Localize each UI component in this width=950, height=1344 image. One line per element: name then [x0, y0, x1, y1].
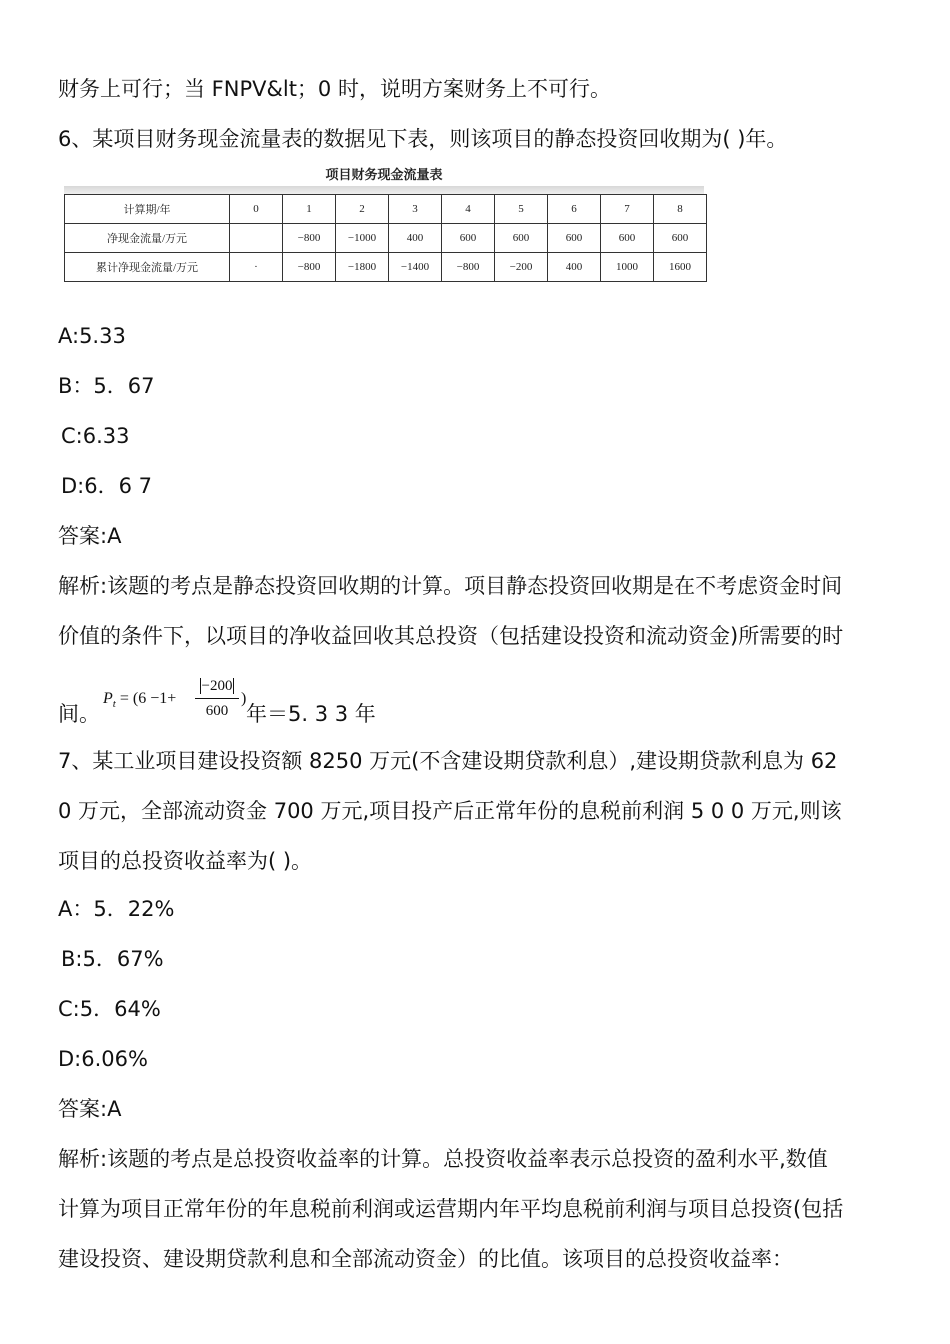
table-header-cell: 3 [389, 195, 442, 224]
answer: 答案:A [58, 1097, 122, 1121]
table-cell: · [230, 253, 283, 282]
table-cell: −800 [442, 253, 495, 282]
table-cell [230, 224, 283, 253]
table-cell: 400 [389, 224, 442, 253]
table-cell: −200 [495, 253, 548, 282]
table-cell: −800 [283, 253, 336, 282]
option-a: A：5．22% [58, 897, 175, 921]
formula-open: = (6 −1+ [119, 690, 177, 707]
table-cell: 1000 [601, 253, 654, 282]
option-b: B:5．67% [61, 947, 164, 971]
formula-denominator: 600 [205, 703, 229, 719]
formula-fraction [195, 676, 239, 721]
table-row-net-cash-flow [65, 224, 707, 253]
option-c: C:6.33 [61, 424, 130, 448]
explanation-line: 解析:该题的考点是静态投资回收期的计算。项目静态投资回收期是在不考虑资金时间 [58, 574, 843, 598]
table-cell: 600 [495, 224, 548, 253]
table-header-cell: 4 [442, 195, 495, 224]
table-cell: −800 [283, 224, 336, 253]
option-d: D:6.06% [58, 1047, 148, 1071]
table-header-cell: 7 [601, 195, 654, 224]
explanation-line: 建设投资、建设期贷款利息和全部流动资金）的比值。该项目的总投资收益率： [58, 1247, 793, 1271]
formula-lhs: P [103, 690, 113, 707]
explanation-line: 计算为项目正常年份的年息税前利润或运营期内年平均息税前利润与项目总投资(包括 [58, 1197, 844, 1221]
table-cell: 400 [548, 253, 601, 282]
table-header-cell: 6 [548, 195, 601, 224]
option-c: C:5．64% [58, 997, 161, 1021]
option-a: A:5.33 [58, 324, 126, 348]
question-6-stem: 6、某项目财务现金流量表的数据见下表，则该项目的静态投资回收期为( )年。 [58, 127, 788, 151]
explanation-suffix: 年＝5. 3 3 年 [246, 702, 376, 726]
table-top-band [64, 186, 704, 194]
table-header-cell: 2 [336, 195, 389, 224]
table-header-cell: 5 [495, 195, 548, 224]
table-cell: 600 [442, 224, 495, 253]
question-7-stem: 7、某工业项目建设投资额 8250 万元(不含建设期贷款利息）,建设期贷款利息为 62 [58, 749, 838, 773]
row-label: 累计净现金流量/万元 [65, 253, 230, 282]
row-label: 净现金流量/万元 [65, 224, 230, 253]
formula-close: ) [241, 690, 247, 707]
table-header-cell: 1 [283, 195, 336, 224]
table-cell: 600 [601, 224, 654, 253]
table-cell: 1600 [654, 253, 707, 282]
formula-numerator: −200 [201, 678, 233, 694]
table-header-cell: 0 [230, 195, 283, 224]
option-b: B：5．67 [58, 374, 155, 398]
table-header-cell: 8 [654, 195, 707, 224]
table-cell: −1000 [336, 224, 389, 253]
question-7-stem: 0 万元，全部流动资金 700 万元,项目投产后正常年份的息税前利润 5 0 0 万元,则该 [58, 799, 842, 823]
answer: 答案:A [58, 524, 122, 548]
text-line: 财务上可行；当 FNPV&lt；0 时，说明方案财务上不可行。 [58, 77, 611, 101]
table-header-label: 计算期/年 [65, 195, 230, 224]
explanation-line: 价值的条件下，以项目的净收益回收其总投资（包括建设投资和流动资金)所需要的时 [58, 624, 844, 648]
question-7-stem: 项目的总投资收益率为( )。 [58, 849, 313, 873]
explanation-prefix: 间。 [58, 702, 100, 726]
table-cell: 600 [548, 224, 601, 253]
option-d: D:6．6 7 [61, 474, 153, 498]
table-header-row [65, 195, 707, 224]
fraction-bar [195, 698, 239, 699]
explanation-line: 解析:该题的考点是总投资收益率的计算。总投资收益率表示总投资的盈利水平,数值 [58, 1147, 828, 1171]
table-title: 项目财务现金流量表 [325, 168, 443, 183]
table-cell: 600 [654, 224, 707, 253]
table-row-cumulative-cash-flow [65, 253, 707, 282]
table-cell: −1800 [336, 253, 389, 282]
table-cell: −1400 [389, 253, 442, 282]
formula-lhs-subscript: t [112, 698, 116, 711]
cash-flow-table [64, 194, 707, 282]
